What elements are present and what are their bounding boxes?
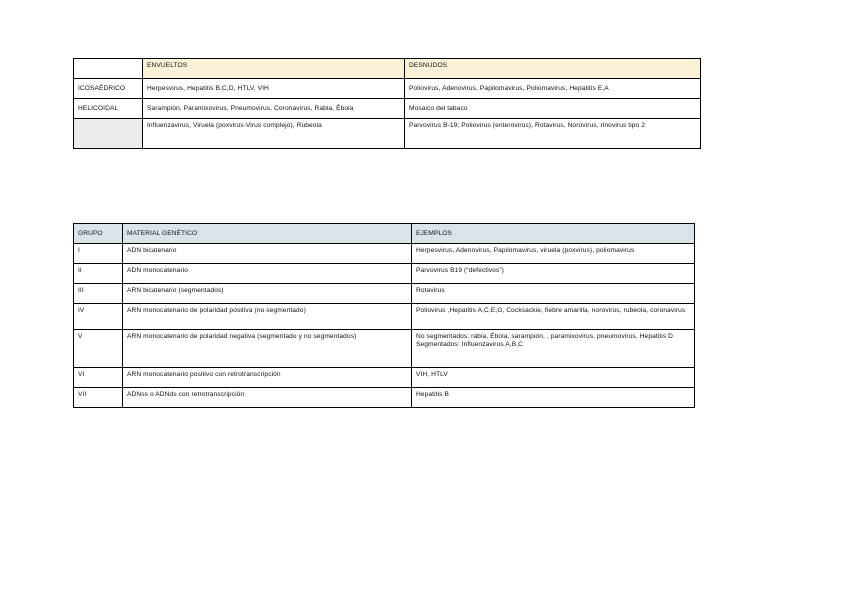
examples-cell: Herpesvirus, Adenovirus, Papilomavirus, viruela (poxvirus), poliomavirus: [412, 244, 695, 264]
table-cell: Herpesvirus, Hepatitis B,C,D, HTLV, VIH: [143, 79, 405, 99]
examples-cell: Rotavirus: [412, 284, 695, 304]
row-label: [74, 119, 143, 149]
material-cell: ARN monocatenario de polaridad negativa (segmentado y no segmentados): [123, 330, 412, 368]
table-cell: Poliovirus, Adenovirus, Papilomavirus, Poliomavirus, Hepatitis E,A: [405, 79, 701, 99]
group-cell: II: [74, 264, 123, 284]
examples-cell: VIH, HTLV: [412, 368, 695, 388]
material-cell: ADNss o ADNds con retrotranscripción: [123, 388, 412, 408]
examples-cell: No segmentados: rabia, Ébola, sarampión, , paramixovirus, pneumovirus, Hepatitis D Segmentados: Influenzavirus A,B,C: [412, 330, 695, 368]
header-envueltos: ENVUELTOS: [143, 59, 405, 79]
capsid-envelope-table: [73, 58, 701, 149]
table-cell: Mosaico del tabaco: [405, 99, 701, 119]
header-material-genetico: MATERIAL GENÉTICO: [123, 224, 412, 244]
examples-cell: Poliovirus ,Hepatitis A,C,E,G, Cocksackie, fiebre amarilla, norovirus, rubeola, coronavirus: [412, 304, 695, 330]
group-cell: VII: [74, 388, 123, 408]
material-cell: ARN monocatenario positivo con retrotranscripción: [123, 368, 412, 388]
group-cell: IV: [74, 304, 123, 330]
row-label: ICOSAÉDRICO: [74, 79, 143, 99]
row-label: HELICOIDAL: [74, 99, 143, 119]
material-cell: ARN monocatenario de polaridad positiva (no segmentado): [123, 304, 412, 330]
header-empty-cell: [74, 59, 143, 79]
table-cell: Sarampión, Paramixovirus, Pneumovirus, Coronavirus, Rabia, Ébola: [143, 99, 405, 119]
material-cell: ADN bicatenario: [123, 244, 412, 264]
examples-cell: Hepatitis B: [412, 388, 695, 408]
header-desnudos: DESNUDOS: [405, 59, 701, 79]
material-cell: ARN bicatenario (segmentados): [123, 284, 412, 304]
group-cell: I: [74, 244, 123, 264]
baltimore-classification-table: [73, 223, 695, 408]
table-cell: Parvovirus B-19; Poliovirus (enterovirus), Rotavirus, Norovirus, rinovirus tipo 2: [405, 119, 701, 149]
group-cell: V: [74, 330, 123, 368]
header-grupo: GRUPO: [74, 224, 123, 244]
table-cell: Influenzavirus, Viruela (poxvirus-Virus complejo), Rubeola: [143, 119, 405, 149]
material-cell: ADN monocatenario: [123, 264, 412, 284]
group-cell: VI: [74, 368, 123, 388]
group-cell: III: [74, 284, 123, 304]
header-ejemplos: EJEMPLOS: [412, 224, 695, 244]
examples-cell: Parvovirus B19 (“defectivos”): [412, 264, 695, 284]
